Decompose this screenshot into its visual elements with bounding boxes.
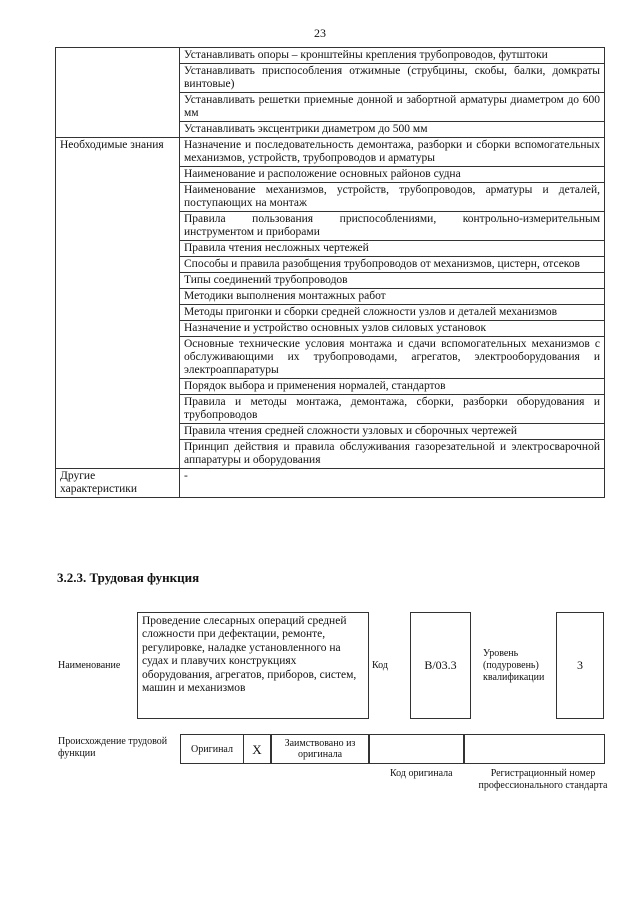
- level-value-box: 3: [556, 612, 604, 719]
- row-text: Назначение и последовательность демонтажа, разборки и сборки вспомогательных механизмов, устройств, трубопроводов и арматуры: [180, 138, 605, 167]
- row-label: [56, 257, 180, 273]
- row-label: [56, 212, 180, 241]
- table-row: [56, 440, 605, 469]
- table-row: [56, 424, 605, 440]
- row-text: Порядок выбора и применения нормалей, стандартов: [180, 379, 605, 395]
- table-row: [56, 305, 605, 321]
- table-row: [56, 257, 605, 273]
- table-row: [56, 469, 605, 498]
- row-text: Принцип действия и правила обслуживания газорезательной и электросварочной аппаратуры и оборудования: [180, 440, 605, 469]
- requirements-table: [55, 47, 605, 498]
- row-label: [56, 167, 180, 183]
- row-label: [56, 337, 180, 379]
- row-label: [56, 273, 180, 289]
- row-text: Правила пользования приспособлениями, контрольно-измерительным инструментом и приборами: [180, 212, 605, 241]
- table-row: [56, 395, 605, 424]
- table-row: [56, 122, 605, 138]
- row-label: [56, 122, 180, 138]
- row-label: [56, 48, 180, 64]
- section-title: 3.2.3. Трудовая функция: [57, 570, 200, 585]
- function-name-box: Проведение слесарных операций средней сложности при дефектации, ремонте, регулировке, наладке установленного на судах и плавучих конструкциях оборудования, агрегатов, приборов, систем, машин и механизмов: [137, 612, 369, 719]
- table-row: [56, 212, 605, 241]
- table-row: [56, 167, 605, 183]
- row-text: Устанавливать эксцентрики диаметром до 500 мм: [180, 122, 605, 138]
- original-code-cell: [369, 734, 464, 764]
- row-text: Наименование механизмов, устройств, трубопроводов, арматуры и деталей, поступающих на монтаж: [180, 183, 605, 212]
- row-label: [56, 440, 180, 469]
- row-text: Назначение и устройство основных узлов силовых установок: [180, 321, 605, 337]
- row-label: [56, 379, 180, 395]
- row-text: -: [180, 469, 605, 498]
- registration-number-cell: [464, 734, 605, 764]
- row-text: Правила и методы монтажа, демонтажа, сборки, разборки оборудования и трубопроводов: [180, 395, 605, 424]
- level-label: Уровень (подуровень) квалификации: [483, 648, 545, 683]
- row-label: [56, 241, 180, 257]
- row-text: Правила чтения несложных чертежей: [180, 241, 605, 257]
- code-value-box: В/03.3: [410, 612, 471, 719]
- row-text: Устанавливать опоры – кронштейны крепления трубопроводов, футштоки: [180, 48, 605, 64]
- row-label: Другие характеристики: [56, 469, 180, 498]
- table-row: [56, 289, 605, 305]
- original-code-caption: Код оригинала: [390, 768, 453, 779]
- table-row: [56, 183, 605, 212]
- row-text: Способы и правила разобщения трубопроводов от механизмов, цистерн, отсеков: [180, 257, 605, 273]
- row-label: [56, 93, 180, 122]
- borrowed-cell: Заимствовано из оригинала: [271, 734, 369, 764]
- row-text: Устанавливать решетки приемные донной и забортной арматуры диаметром до 600 мм: [180, 93, 605, 122]
- row-text: Методики выполнения монтажных работ: [180, 289, 605, 305]
- row-text: Правила чтения средней сложности узловых и сборочных чертежей: [180, 424, 605, 440]
- original-mark-cell: X: [243, 734, 271, 764]
- row-text: Типы соединений трубопроводов: [180, 273, 605, 289]
- original-cell: Оригинал: [180, 734, 243, 764]
- row-text: Основные технические условия монтажа и сдачи вспомогательных механизмов с обслуживающими их трубопроводами, агрегатов, электрооборудования и электроаппаратуры: [180, 337, 605, 379]
- table-row: [56, 93, 605, 122]
- table-row: [56, 138, 605, 167]
- table-row: [56, 321, 605, 337]
- row-label: [56, 395, 180, 424]
- code-label: Код: [372, 660, 388, 671]
- row-label: [56, 321, 180, 337]
- row-label: [56, 183, 180, 212]
- origin-row: [180, 734, 605, 764]
- table-row: [56, 64, 605, 93]
- table-row: [56, 379, 605, 395]
- table-row: [56, 337, 605, 379]
- row-label: [56, 424, 180, 440]
- row-text: Наименование и расположение основных районов судна: [180, 167, 605, 183]
- registration-caption: Регистрационный номер профессионального стандарта: [478, 768, 608, 791]
- table-row: [56, 48, 605, 64]
- row-label: Необходимые знания: [56, 138, 180, 167]
- table-row: [56, 273, 605, 289]
- page-number: 23: [314, 26, 326, 40]
- origin-label: Происхождение трудовой функции: [58, 736, 168, 759]
- row-label: [56, 64, 180, 93]
- table-row: [56, 241, 605, 257]
- row-label: [56, 289, 180, 305]
- row-label: [56, 305, 180, 321]
- row-text: Устанавливать приспособления отжимные (струбцины, скобы, балки, домкраты винтовые): [180, 64, 605, 93]
- name-label: Наименование: [58, 660, 121, 671]
- row-text: Методы пригонки и сборки средней сложности узлов и деталей механизмов: [180, 305, 605, 321]
